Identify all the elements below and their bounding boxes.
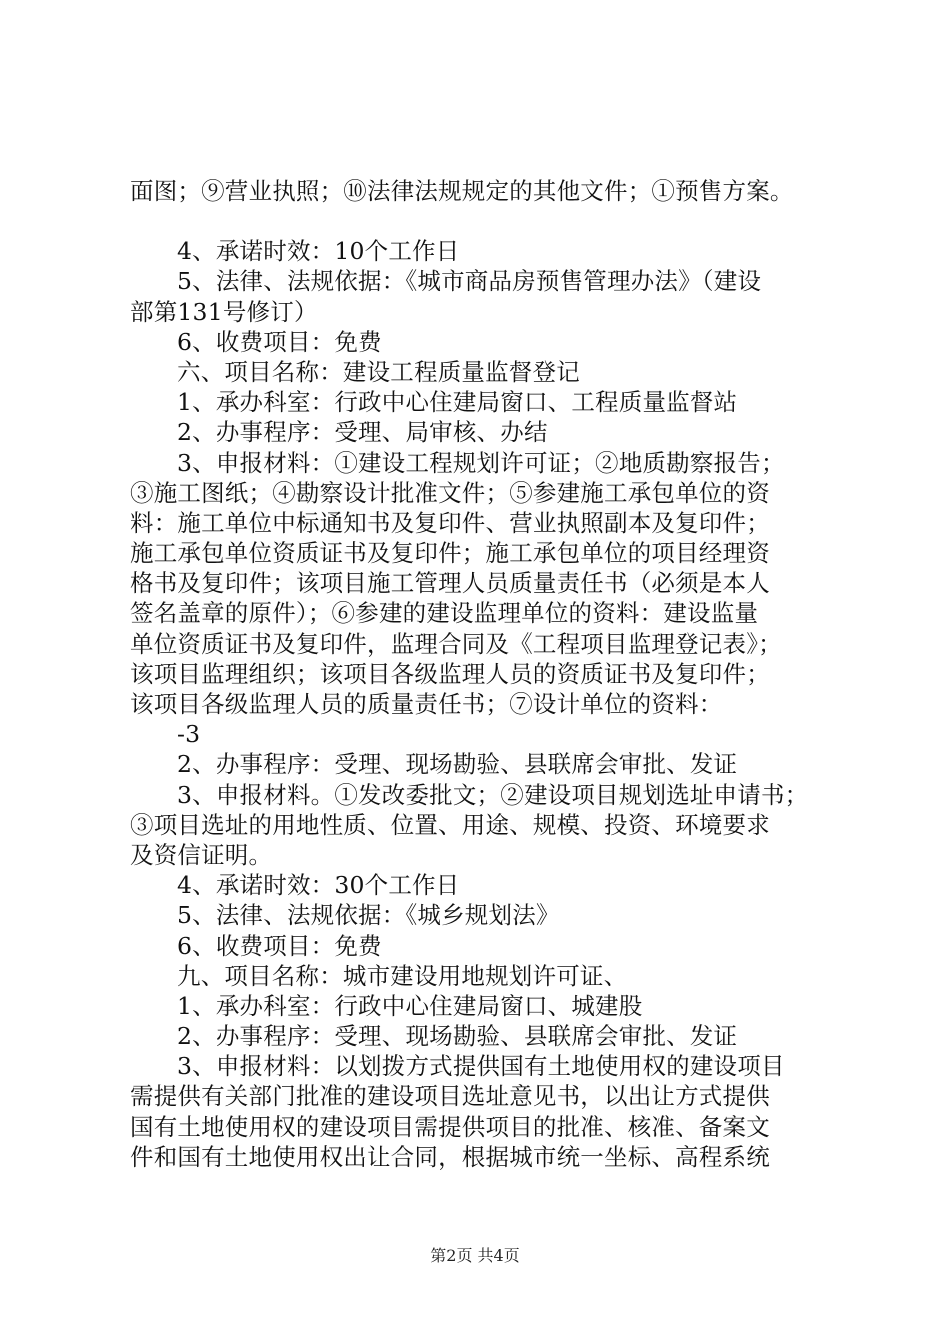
text-line: 单位资质证书及复印件，监理合同及《工程项目监理登记表》； — [130, 629, 782, 658]
text-line: 2、办事程序：受理、局审核、办结 — [177, 418, 548, 447]
text-line: 施工承包单位资质证书及复印件；施工承包单位的项目经理资 — [130, 539, 770, 568]
text-line: 国有土地使用权的建设项目需提供项目的批准、核准、备案文 — [130, 1112, 770, 1141]
text-line: 4、承诺时效：30个工作日 — [177, 871, 460, 900]
text-line: 3、申报材料：①建设工程规划许可证；②地质勘察报告； — [177, 448, 785, 477]
text-line: 1、承办科室：行政中心住建局窗口、工程质量监督站 — [177, 388, 738, 417]
document-body — [130, 176, 840, 1172]
page-footer: 第2页 共4页 — [430, 1246, 520, 1265]
text-line: 面图；⑨营业执照；⑩法律法规规定的其他文件；①预售方案。 — [130, 177, 794, 205]
text-line: 2、办事程序：受理、现场勘验、县联席会审批、发证 — [177, 750, 738, 779]
text-line: 该项目监理组织；该项目各级监理人员的资质证书及复印件； — [130, 659, 770, 688]
text-line: 九、项目名称：城市建设用地规划许可证、 — [177, 961, 628, 990]
text-line: ③施工图纸；④勘察设计批准文件；⑤参建施工承包单位的资 — [130, 478, 770, 507]
text-line: 该项目各级监理人员的质量责任书；⑦设计单位的资料： — [130, 690, 723, 718]
text-line: 1、承办科室：行政中心住建局窗口、城建股 — [177, 991, 643, 1020]
text-line: -3 — [177, 720, 201, 749]
text-line: 部第131号修订） — [130, 297, 318, 326]
text-line: 6、收费项目：免费 — [177, 327, 382, 356]
text-line: 及资信证明。 — [130, 840, 273, 869]
text-line: 4、承诺时效：10个工作日 — [177, 237, 460, 266]
text-line: 格书及复印件；该项目施工管理人员质量责任书（必须是本人 — [130, 569, 770, 598]
text-line: 6、收费项目：免费 — [177, 931, 382, 960]
text-line: 需提供有关部门批准的建设项目选址意见书，以出让方式提供 — [130, 1082, 770, 1111]
text-line: 3、申报材料：以划拨方式提供国有土地使用权的建设项目 — [177, 1052, 785, 1081]
text-line: 5、法律、法规依据：《城乡规划法》 — [177, 901, 560, 930]
text-line: 料：施工单位中标通知书及复印件、营业执照副本及复印件； — [130, 508, 770, 537]
text-line: 2、办事程序：受理、现场勘验、县联席会审批、发证 — [177, 1022, 738, 1051]
text-line: 六、项目名称：建设工程质量监督登记 — [177, 357, 580, 386]
text-line: 5、法律、法规依据：《城市商品房预售管理办法》（建设 — [177, 267, 762, 296]
text-line: 件和国有土地使用权出让合同，根据城市统一坐标、高程系统 — [130, 1142, 770, 1171]
text-line: 3、申报材料。①发改委批文；②建设项目规划选址申请书； — [177, 780, 809, 809]
text-line: ③项目选址的用地性质、位置、用途、规模、投资、环境要求 — [130, 810, 770, 839]
text-line: 签名盖章的原件）；⑥参建的建设监理单位的资料：建设监量 — [130, 599, 759, 628]
